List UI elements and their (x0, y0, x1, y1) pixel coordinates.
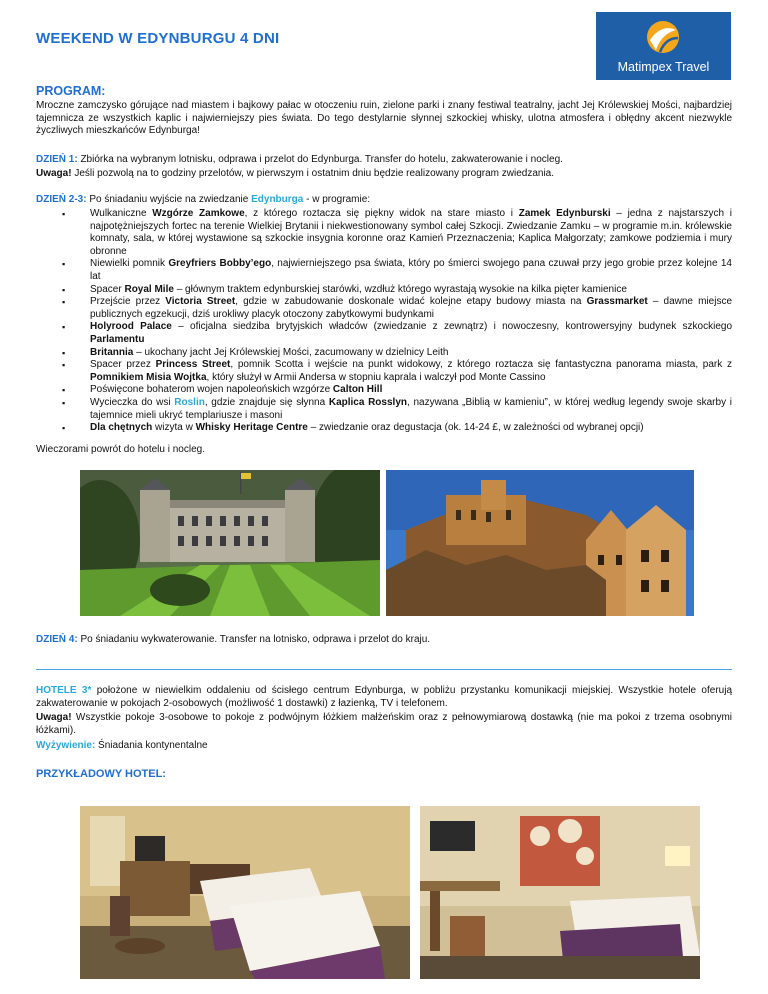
hotels-note (36, 712, 732, 737)
page-title: WEEKEND W EDYNBURGU 4 DNI (36, 30, 280, 47)
day23-list (36, 208, 732, 435)
program-heading: PROGRAM: (36, 84, 106, 98)
hotels-paragraph (36, 685, 732, 710)
day1-label: DZIEŃ 1: (36, 154, 78, 165)
day23-label: DZIEŃ 2-3: (36, 194, 87, 205)
logo-text: Matimpex Travel (617, 60, 710, 74)
day1-note-label: Uwaga! (36, 168, 72, 179)
food-label: Wyżywienie: (36, 740, 96, 751)
day4-paragraph (36, 634, 732, 647)
day23-lead-text: Po śniadaniu wyjście na zwiedzanie (86, 194, 252, 205)
list-item: ▪ Britannia – ukochany jacht Jej Królewskiej Mości, zacumowany w dzielnicy Leith (36, 347, 732, 360)
hotels-note-label: Uwaga! (36, 712, 72, 723)
list-item: ▪ Przejście przez Victoria Street, gdzie w zabudowanie doskonale widać kolejne etapy budowy miasta na Grassmarket – dawne miejsce publicznych egzekucji, dziś urokliwy placyk otoczony zabytkowymi budynkami (36, 296, 732, 321)
hotels-note-text: Wszystkie pokoje 3-osobowe to pokoje z podwójnym łóżkiem małżeńskim oraz z pełnowymiarową dostawką (nie ma pokoi z trzema osobnymi łóżkami). (36, 712, 732, 736)
day4-label: DZIEŃ 4: (36, 634, 78, 645)
holyrood-palace-photo (80, 470, 380, 616)
hotel-room-photo-1 (80, 806, 410, 979)
program-intro: Mroczne zamczysko górujące nad miastem i bajkowy pałac w otoczeniu ruin, zielone parki i znany festiwal teatralny, jacht Jej Królewskiej Mości, najbardziej tajemnicza ze wszystkich kaplic i najwierniejszy pies świata. Do tego destylarnie słynnej szkockiej whisky, ulotna atmosfera i obłędny akcent niezwykle życzliwych mieszkańców Edynburga! (36, 100, 732, 137)
list-item: ▪ Niewielki pomnik Greyfriers Bobby’ego, najwierniejszego psa świata, który po śmierci swojego pana czuwał przy jego grobie przez kolejne 14 lat (36, 258, 732, 283)
company-logo (596, 12, 731, 80)
day1-text: Zbiórka na wybranym lotnisku, odprawa i przelot do Edynburga. Transfer do hotelu, zakwaterowanie i nocleg. (77, 154, 563, 165)
day1-note (36, 168, 732, 181)
list-item: ▪ Wulkaniczne Wzgórze Zamkowe, z którego roztacza się piękny widok na stare miasto i Zamek Edynburski – jedna z najstarszych i najpotężniejszych fortec na terenie Wielkiej Brytanii i niekwestionowany symbol całej Szkocji. Zwiedzanie Zamku – w programie m.in. królewskie komnaty, sala, w której wystawione są szkockie insygnia koronne oraz Kamień Przeznaczenia; Kaplica Małgorzaty; zamkowe podziemia i mury obronne (36, 208, 732, 258)
list-item: ▪ Poświęcone bohaterom wojen napoleońskich wzgórze Calton Hill (36, 384, 732, 397)
day23-lead-end: - w programie: (303, 194, 371, 205)
edinburgh-castle-photo (386, 470, 694, 616)
day23-lead (36, 194, 732, 207)
day4-text: Po śniadaniu wykwaterowanie. Transfer na lotnisko, odprawa i przelot do kraju. (77, 634, 431, 645)
list-item: ▪ Spacer przez Princess Street, pomnik Scotta i wejście na punkt widokowy, z którego roztacza się fantastyczna panorama miasta, park z Pomnikiem Misia Wojtka, który służył w Armii Andersa w stopniu kaprala i walczył pod Monte Cassino (36, 359, 732, 384)
hotels-label: HOTELE 3* (36, 685, 92, 696)
list-item: ▪ Spacer Royal Mile – głównym traktem edynburskiej starówki, wzdłuż którego wyrastają wysokie na kilka pięter kamienice (36, 284, 732, 297)
hotels-text: położone w niewielkim oddaleniu od ścisłego centrum Edynburga, w pobliżu przystanku komunikacji miejskiej. Wszystkie hotele oferują zakwaterowanie w pokojach 2-osobowych (możliwość 1 dostawki) z łazienką, TV i telefonem. (36, 685, 733, 709)
food-text: Śniadania kontynentalne (95, 740, 208, 751)
list-item: ▪ Holyrood Palace – oficjalna siedziba brytyjskich władców (zwiedzanie z zewnątrz) i nowoczesny, kontrowersyjny budynek szkockiego Parlamentu (36, 321, 732, 346)
day23-city: Edynburga (251, 194, 304, 205)
list-item: ▪ Wycieczka do wsi Roslin, gdzie znajduje się słynna Kaplica Rosslyn, nazywana „Biblią w kamieniu”, w której według legendy swoje skarby i tajemnice mieli ukryć templariusze i masoni (36, 397, 732, 422)
hotel-room-photo-2 (420, 806, 700, 979)
hotels-food (36, 740, 732, 753)
day1-note-text: Jeśli pozwolą na to godziny przelotów, w pierwszym i ostatnim dniu będzie realizowany program zwiedzania. (71, 168, 555, 179)
logo-mark-icon (646, 18, 680, 56)
example-hotel-heading: PRZYKŁADOWY HOTEL: (36, 768, 166, 780)
day1-paragraph (36, 154, 732, 167)
section-divider (36, 669, 732, 670)
day23-evening: Wieczorami powrót do hotelu i nocleg. (36, 444, 205, 455)
list-item: ▪ Dla chętnych wizyta w Whisky Heritage Centre – zwiedzanie oraz degustacja (ok. 14-24 £, w zależności od wybranej opcji) (36, 422, 732, 435)
